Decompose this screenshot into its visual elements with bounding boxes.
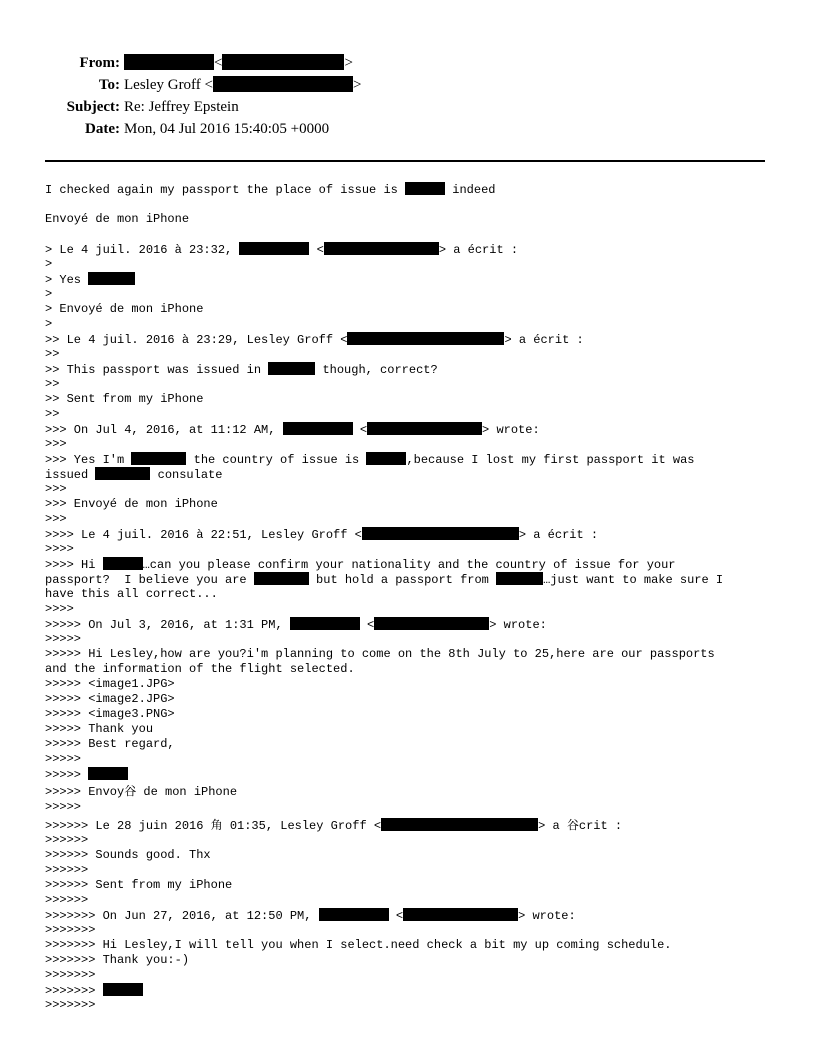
body-line: >>>>>	[45, 800, 82, 814]
from-value: < >	[124, 52, 353, 74]
body-line: >>>>> Hi Lesley,how are you?i'm planning to come on the 8th July to 25,here are our passports	[45, 647, 715, 661]
to-row	[0, 74, 760, 96]
body-line: >>>>>>	[45, 863, 89, 877]
body-line: >>>>>	[45, 752, 82, 766]
redaction	[124, 54, 214, 70]
body-line: >>> Envoyé de mon iPhone	[45, 497, 218, 511]
body-line: >>>>>> Sent from my iPhone	[45, 878, 233, 892]
body-line: >>>>>>	[45, 893, 89, 907]
body-line: > Le 4 juil. 2016 à 23:32, < > a écrit :	[45, 243, 519, 257]
date-label: Date:	[85, 121, 120, 137]
body-line: have this all correct...	[45, 587, 218, 601]
redaction	[88, 767, 128, 780]
subject-label: Subject:	[66, 99, 120, 115]
body-line: >>>>> <image2.JPG>	[45, 692, 175, 706]
header-divider	[45, 160, 765, 162]
to-label: To:	[98, 77, 120, 93]
body-line: >>>> Le 4 juil. 2016 à 22:51, Lesley Groff < > a écrit :	[45, 528, 599, 542]
body-line: >>>>	[45, 602, 74, 616]
redaction	[268, 362, 315, 375]
body-line: >> Le 4 juil. 2016 à 23:29, Lesley Groff < > a écrit :	[45, 333, 584, 347]
redaction	[366, 452, 406, 465]
redaction	[239, 242, 309, 255]
redaction	[88, 272, 135, 285]
redaction	[319, 908, 389, 921]
body-line: and the information of the flight selected.	[45, 662, 355, 676]
redaction	[367, 422, 482, 435]
body-line: >>>>> Envoy谷 de mon iPhone	[45, 785, 238, 799]
body-line: >>>>>>> Thank you:-)	[45, 953, 190, 967]
body-line: >>	[45, 407, 60, 421]
body-line: passport? I believe you are but hold a passport from …just want to make sure I	[45, 573, 724, 587]
body-line: >	[45, 287, 53, 301]
body-line: >>>>> <image1.JPG>	[45, 677, 175, 691]
body-line: >>	[45, 347, 60, 361]
body-line: >>> On Jul 4, 2016, at 11:12 AM, < > wrote:	[45, 423, 540, 437]
body-line: >>>>> On Jul 3, 2016, at 1:31 PM, < > wrote:	[45, 618, 547, 632]
body-line: > Envoyé de mon iPhone	[45, 302, 204, 316]
redaction	[496, 572, 543, 585]
body-line: >>>>>> Sounds good. Thx	[45, 848, 211, 862]
subject-row	[0, 96, 760, 118]
body-line: >>	[45, 377, 60, 391]
body-line: >>>>	[45, 542, 74, 556]
date-value: Mon, 04 Jul 2016 15:40:05 +0000	[124, 121, 330, 137]
body-line: >>>>> <image3.PNG>	[45, 707, 175, 721]
to-value: Lesley Groff < >	[124, 77, 362, 93]
subject-value: Re: Jeffrey Epstein	[124, 99, 239, 115]
redaction	[347, 332, 504, 345]
body-line: >	[45, 317, 53, 331]
body-line: >>>	[45, 437, 67, 451]
body-line: >>>	[45, 512, 67, 526]
from-row	[0, 52, 760, 74]
redaction	[254, 572, 309, 585]
redaction	[290, 617, 360, 630]
redaction	[213, 76, 353, 92]
body-line: >>>>>>>	[45, 983, 785, 998]
body-line: >> This passport was issued in though, correct?	[45, 363, 438, 377]
redaction	[103, 983, 143, 996]
redaction	[362, 527, 519, 540]
body-line: >>>>> Best regard,	[45, 737, 175, 751]
body-line: I checked again my passport the place of issue is indeed	[45, 183, 496, 197]
body-line: > Yes	[45, 272, 785, 287]
redaction	[405, 182, 445, 195]
body-line: >>>>>>>	[45, 968, 96, 982]
body-line: >>>>>>> Hi Lesley,I will tell you when I select.need check a bit my up coming schedule.	[45, 938, 672, 952]
body-line: >	[45, 257, 53, 271]
body-line: >> Sent from my iPhone	[45, 392, 204, 406]
body-line: >>> Yes I'm the country of issue is ,because I lost my first passport it was	[45, 453, 695, 467]
body-line: >>>	[45, 482, 67, 496]
redaction	[131, 452, 186, 465]
redaction	[403, 908, 518, 921]
body-line: >>>>>	[45, 632, 82, 646]
body-line: >>>>>>> On Jun 27, 2016, at 12:50 PM, < > wrote:	[45, 909, 576, 923]
redaction	[283, 422, 353, 435]
body-line: >>>>> Thank you	[45, 722, 154, 736]
redaction	[324, 242, 439, 255]
redaction	[95, 467, 150, 480]
body-line: >>>>>>	[45, 833, 89, 847]
body-line: >>>>>>>	[45, 998, 96, 1012]
from-label: From:	[79, 55, 120, 71]
date-row	[0, 118, 760, 140]
body-line: >>>>>	[45, 767, 785, 782]
redaction	[103, 557, 143, 570]
redaction	[374, 617, 489, 630]
body-line: >>>>>> Le 28 juin 2016 角 01:35, Lesley Groff < > a 谷crit :	[45, 819, 623, 833]
redaction	[381, 818, 538, 831]
body-line: >>>>>>>	[45, 923, 96, 937]
redaction	[222, 54, 344, 70]
body-line: issued consulate	[45, 468, 223, 482]
body-line: >>>> Hi …can you please confirm your nationality and the country of issue for your	[45, 558, 676, 572]
body-line: Envoyé de mon iPhone	[45, 212, 190, 226]
